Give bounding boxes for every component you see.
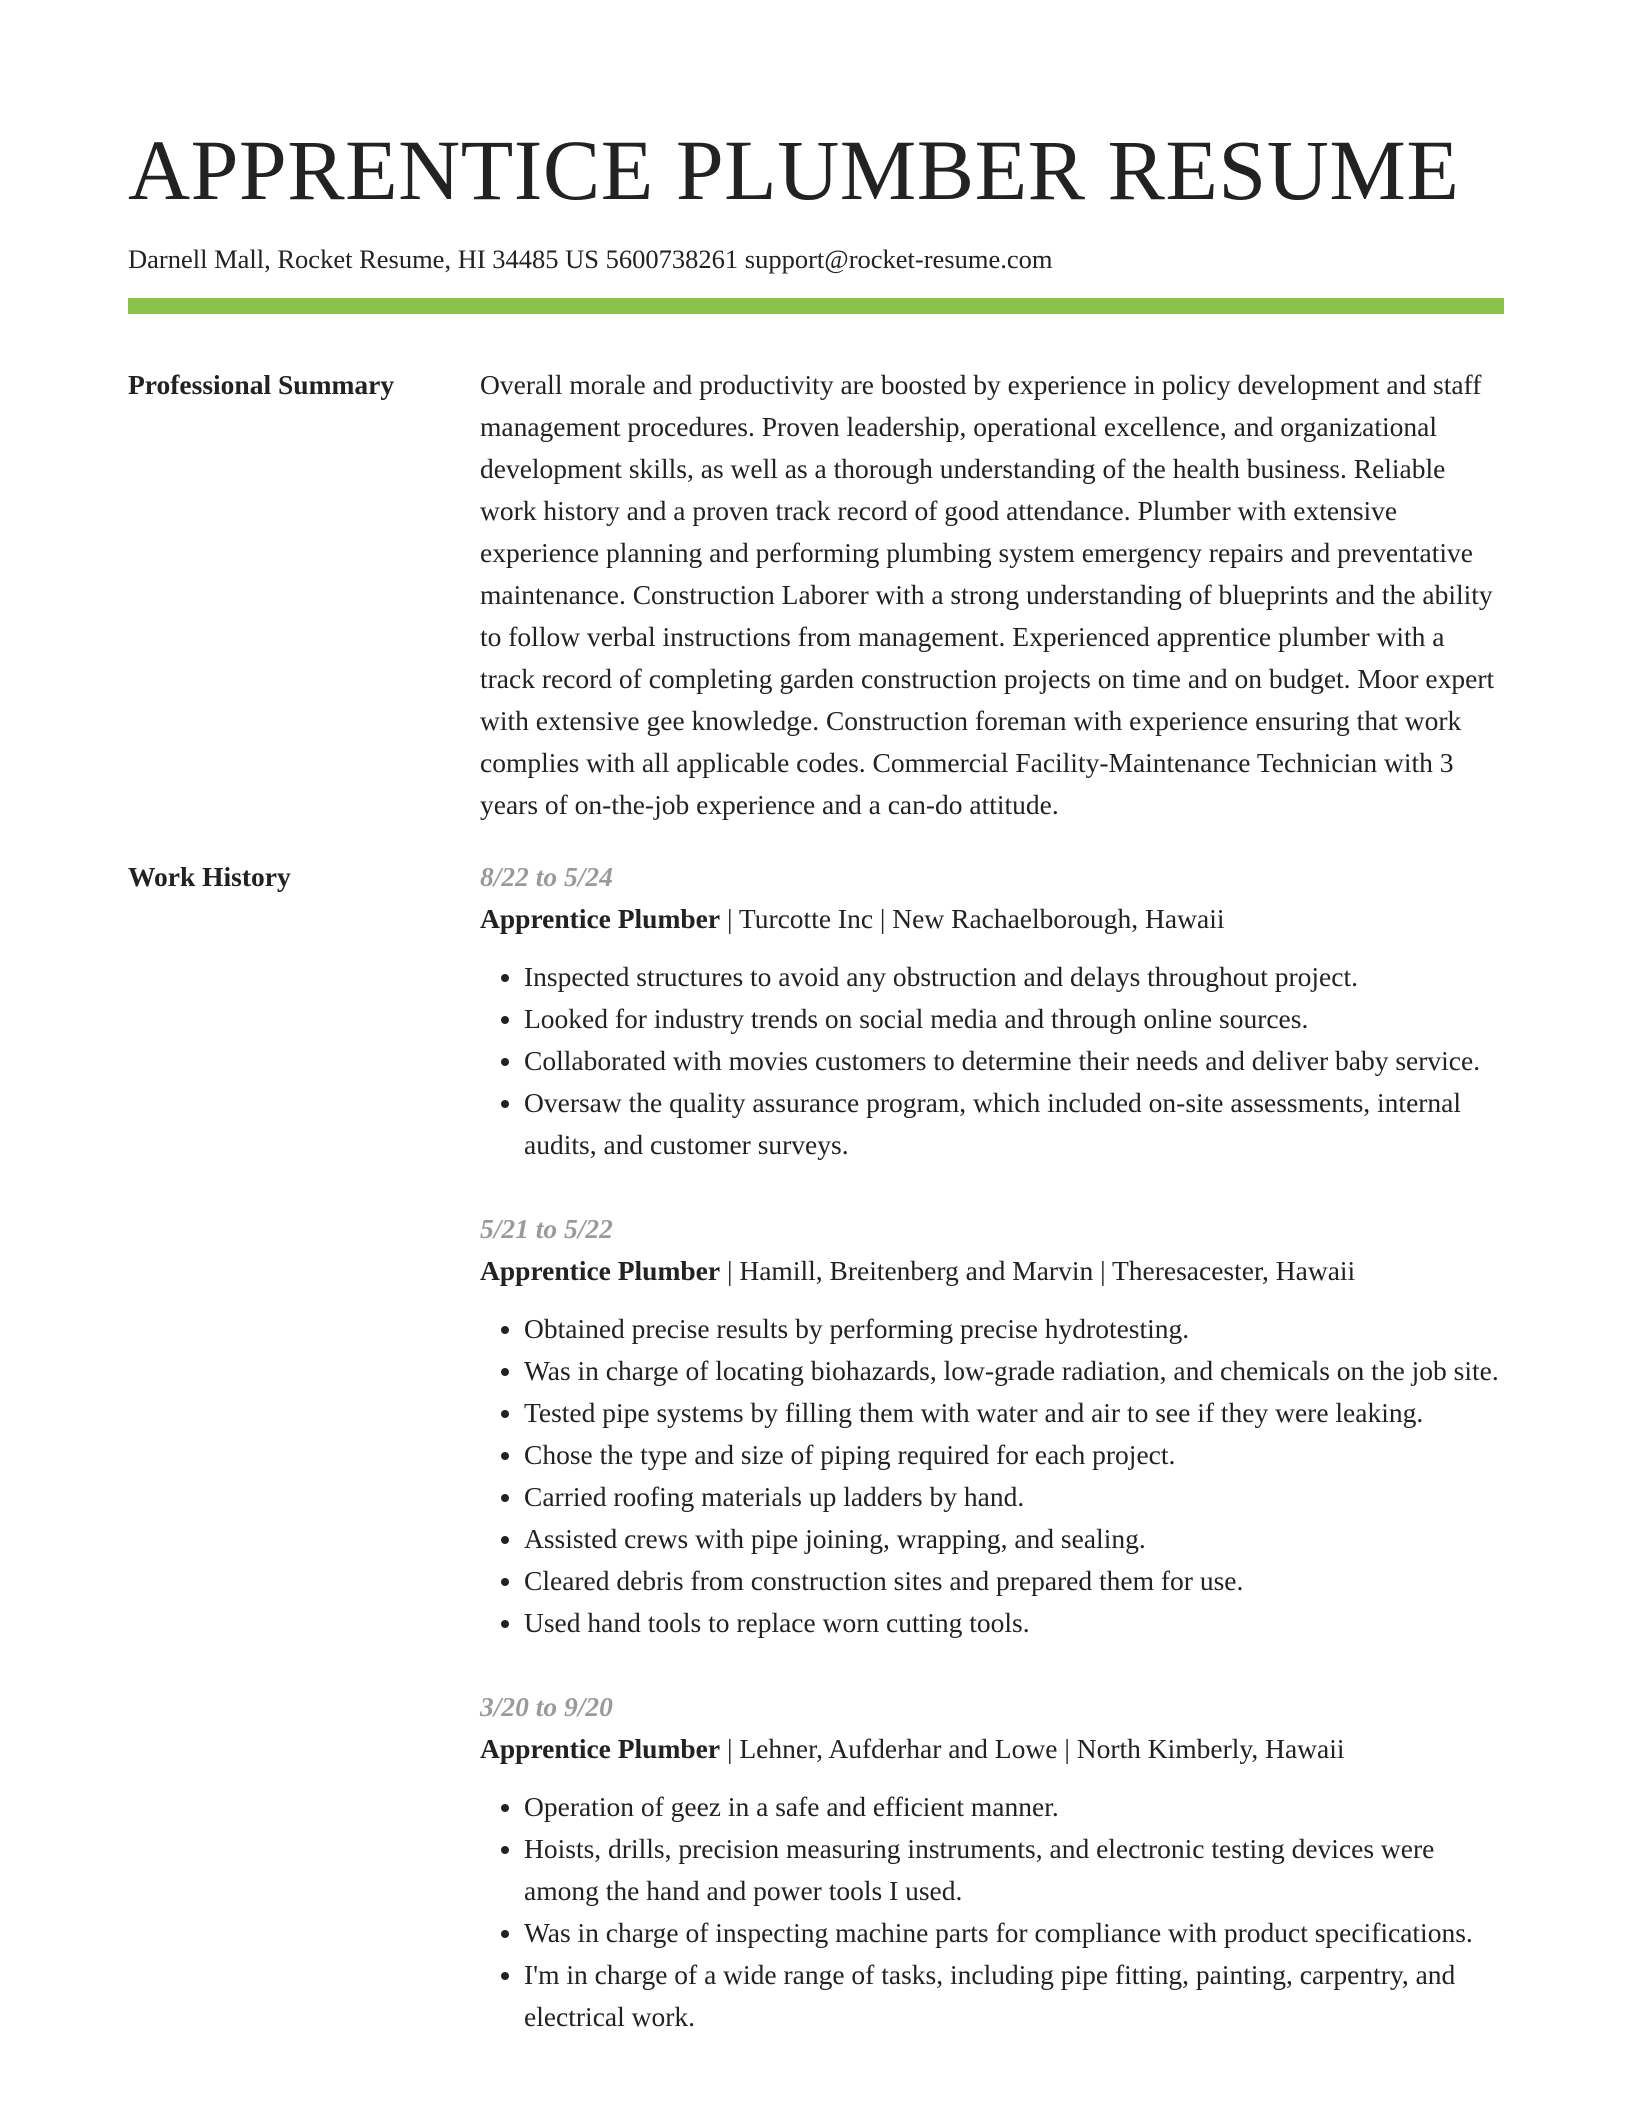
resume-page: [128, 0, 1504, 2080]
resume-title: APPRENTICE PLUMBER RESUME: [128, 122, 1460, 218]
job-bullet: • Carried roofing materials up ladders by hand.: [524, 1476, 1504, 1518]
accent-divider: [128, 298, 1504, 314]
job-bullet: • Tested pipe systems by filling them with water and air to see if they were leaking.: [524, 1392, 1504, 1434]
job-dates: 5/21 to 5/22: [480, 1213, 613, 1244]
job-location: North Kimberly, Hawaii: [1076, 1733, 1345, 1764]
summary-text: Overall morale and productivity are boosted by experience in policy development and staff management procedures. Proven leadership, operational excellence, and organizational development skills, as well as a thorough understanding of the health business. Reliable work history and a proven track record of good attendance. Plumber with extensive experience planning and performing plumbing system emergency repairs and preventative maintenance. Construction Laborer with a strong understanding of blueprints and the ability to follow verbal instructions from management. Experienced apprentice plumber with a track record of completing garden construction projects on time and on budget. Moor expert with extensive gee knowledge. Construction foreman with experience ensuring that work complies with all applicable codes. Commercial Facility-Maintenance Technician with 3 years of on-the-job experience and a can-do attitude.: [480, 369, 1495, 820]
job-company: Lehner, Aufderhar and Lowe: [739, 1733, 1058, 1764]
separator: |: [720, 1255, 740, 1286]
job-location: Theresacester, Hawaii: [1111, 1255, 1356, 1286]
job-bullet: • Was in charge of locating biohazards, low-grade radiation, and chemicals on the job site.: [524, 1350, 1504, 1392]
separator: |: [1057, 1733, 1077, 1764]
section-heading-summary: Professional Summary: [128, 369, 395, 400]
job-dates: 3/20 to 9/20: [480, 1691, 613, 1722]
work-history-section: [128, 856, 1504, 2080]
job-bullet: • Chose the type and size of piping required for each project.: [524, 1434, 1504, 1476]
job-bullet: • Was in charge of inspecting machine parts for compliance with product specifications.: [524, 1912, 1504, 1954]
separator: |: [1093, 1255, 1112, 1286]
job-heading: [480, 898, 1504, 940]
job-bullet: • Oversaw the quality assurance program, which included on-site assessments, internal audits, and customer surveys.: [524, 1082, 1504, 1166]
job-heading: [480, 1728, 1504, 1770]
job-entry: [480, 1686, 1504, 2038]
job-entry: [480, 856, 1504, 1166]
job-bullet: • Used hand tools to replace worn cutting tools.: [524, 1602, 1504, 1644]
job-location: New Rachaelborough, Hawaii: [892, 903, 1225, 934]
job-title: Apprentice Plumber: [480, 1255, 721, 1286]
job-company: Turcotte Inc: [738, 903, 874, 934]
job-title: Apprentice Plumber: [480, 1733, 721, 1764]
job-bullets: [480, 956, 1504, 1166]
job-bullet: • Inspected structures to avoid any obstruction and delays throughout project.: [524, 956, 1504, 998]
job-bullet: • Collaborated with movies customers to determine their needs and deliver baby service.: [524, 1040, 1504, 1082]
job-bullet: • Hoists, drills, precision measuring instruments, and electronic testing devices were among the hand and power tools I used.: [524, 1828, 1504, 1912]
job-bullet: • Operation of geez in a safe and efficient manner.: [524, 1786, 1504, 1828]
contact-info: Darnell Mall, Rocket Resume, HI 34485 US 5600738261 support@rocket-resume.com: [128, 244, 1053, 274]
work-history-list: [480, 856, 1504, 2080]
job-dates: 8/22 to 5/24: [480, 861, 613, 892]
separator: |: [720, 903, 739, 934]
job-bullet: • Looked for industry trends on social media and through online sources.: [524, 998, 1504, 1040]
section-heading-work: Work History: [128, 861, 291, 892]
job-title: Apprentice Plumber: [480, 903, 721, 934]
job-bullets: [480, 1786, 1504, 2038]
job-entry: [480, 1208, 1504, 1644]
job-bullet: • Assisted crews with pipe joining, wrapping, and sealing.: [524, 1518, 1504, 1560]
job-heading: [480, 1250, 1504, 1292]
job-bullet: • Cleared debris from construction sites and prepared them for use.: [524, 1560, 1504, 1602]
job-bullet: • I'm in charge of a wide range of tasks, including pipe fitting, painting, carpentry, and electrical work.: [524, 1954, 1504, 2038]
job-bullets: [480, 1308, 1504, 1644]
job-bullet: • Obtained precise results by performing precise hydrotesting.: [524, 1308, 1504, 1350]
professional-summary-section: [128, 364, 1504, 826]
separator: |: [873, 903, 893, 934]
separator: |: [720, 1733, 740, 1764]
job-company: Hamill, Breitenberg and Marvin: [739, 1255, 1094, 1286]
